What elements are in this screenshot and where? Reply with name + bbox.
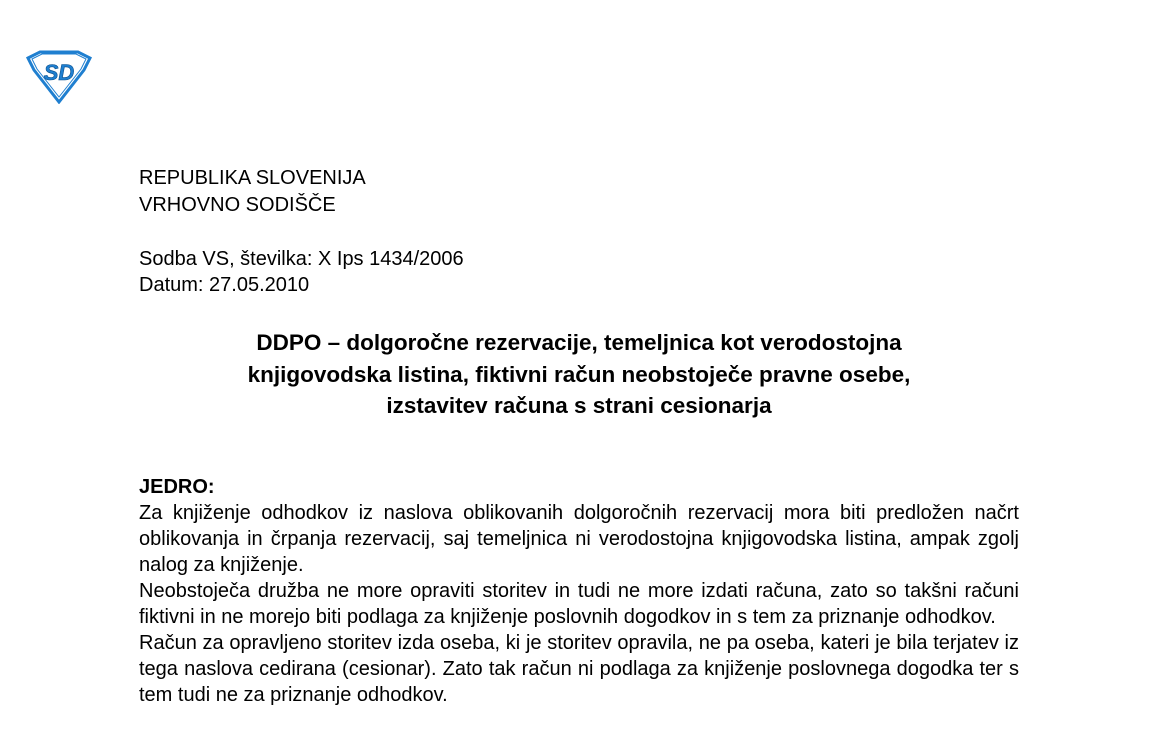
- jedro-paragraph-1: Za knjiženje odhodkov iz naslova oblikovanih dolgoročnih rezervacij mora biti predložen načrt oblikovanja in črpanja rezervacij, saj temeljnica ni verodostojna knjigovodska listina, ampak zgolj nalog za knjiženje.: [139, 502, 1019, 576]
- title-line-1: DDPO – dolgoročne rezervacije, temeljnica kot verodostojna: [256, 330, 902, 355]
- decision-date: Datum: 27.05.2010: [139, 274, 310, 296]
- jedro-heading: JEDRO:: [139, 476, 215, 498]
- document-title: [139, 327, 1019, 422]
- title-line-3: izstavitev računa s strani cesionarja: [386, 393, 772, 418]
- case-number: Sodba VS, številka: X Ips 1434/2006: [139, 248, 464, 270]
- court-line-2: VRHOVNO SODIŠČE: [139, 194, 336, 216]
- sd-logo: [22, 50, 96, 104]
- sd-shield-logo-icon: [22, 50, 96, 104]
- jedro-paragraph-3: Račun za opravljeno storitev izda oseba, ki je storitev opravila, ne pa oseba, kateri je bila terjatev iz tega naslova cedirana (cesionar). Zato tak račun ni podlaga za knjiženje poslovnega dogodka ter s tem tudi ne za priznanje odhodkov.: [139, 632, 1019, 706]
- jedro-paragraph-2: Neobstoječa družba ne more opraviti storitev in tudi ne more izdati računa, zato so takšni računi fiktivni in ne morejo biti podlaga za knjiženje poslovnih dogodkov in s tem za priznanje odhodkov.: [139, 580, 1019, 628]
- title-line-2: knjigovodska listina, fiktivni račun neobstoječe pravne osebe,: [247, 361, 911, 387]
- jedro-body: [139, 500, 1019, 708]
- court-line-1: REPUBLIKA SLOVENIJA: [139, 167, 366, 189]
- logo-text: SD: [43, 60, 75, 85]
